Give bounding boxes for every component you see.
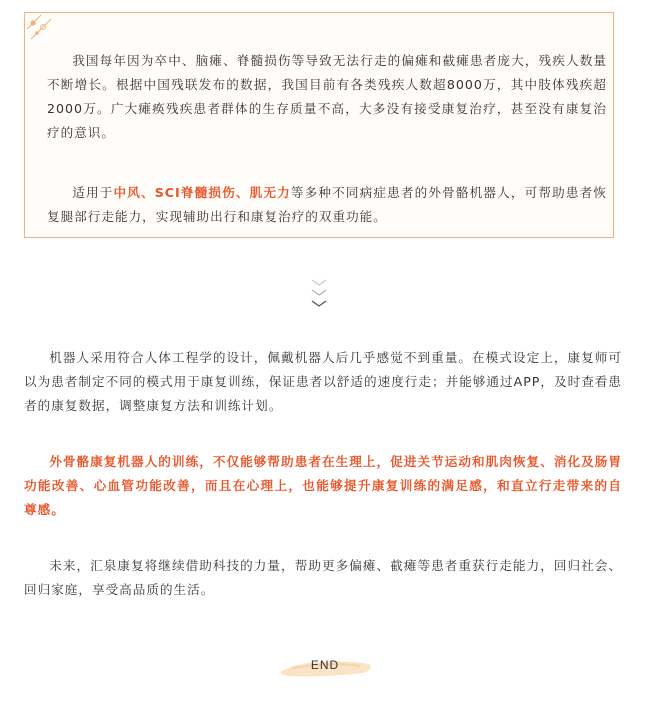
intro-paragraph-2-highlight: 中风、SCI脊髓损伤、肌无力 bbox=[113, 185, 291, 200]
intro-paragraph-1: 我国每年因为卒中、脑瘫、脊髓损伤等导致无法行走的偏瘫和截瘫患者庞大，残疾人数量不断增长。根据中国残联发布的数据，我国目前有各类残疾人数超8000万，其中肢体残疾超2000万。广大瘫痪残疾患者群体的生存质量不高，大多没有接受康复治疗，甚至没有康复治疗的意识。 bbox=[47, 53, 607, 140]
triple-chevron-down-icon bbox=[309, 276, 329, 312]
intro-paragraph-2 bbox=[47, 181, 607, 229]
intro-paragraph-2-prefix: 适用于 bbox=[72, 185, 114, 200]
body-paragraph-1: 机器人采用符合人体工程学的设计，佩戴机器人后几乎感觉不到重量。在模式设定上，康复师可以为患者制定不同的模式用于康复训练，保证患者以舒适的速度行走；并能够通过APP，及时查看患者的康复数据，调整康复方法和训练计划。 bbox=[24, 350, 622, 413]
body-paragraph-2-highlighted: 外骨骼康复机器人的训练，不仅能够帮助患者在生理上，促进关节运动和肌肉恢复、消化及肠胃功能改善、心血管功能改善，而且在心理上，也能够提升康复训练的满足感，和直立行走带来的自尊感。 bbox=[24, 454, 622, 517]
body-paragraph-3: 未来，汇泉康复将继续借助科技的力量，帮助更多偏瘫、截瘫等患者重获行走能力，回归社会、回归家庭，享受高品质的生活。 bbox=[24, 558, 622, 597]
end-label: END bbox=[310, 658, 340, 672]
intro-paragraph-2-suffix: 等多种不同病症患者的外骨骼机器人，可帮助患者恢复腿部行走能力，实现辅助出行和康复治疗的双重功能。 bbox=[47, 185, 608, 224]
end-marker bbox=[270, 652, 380, 682]
corner-dots-ornament-icon bbox=[23, 11, 57, 45]
intro-box bbox=[24, 12, 614, 238]
